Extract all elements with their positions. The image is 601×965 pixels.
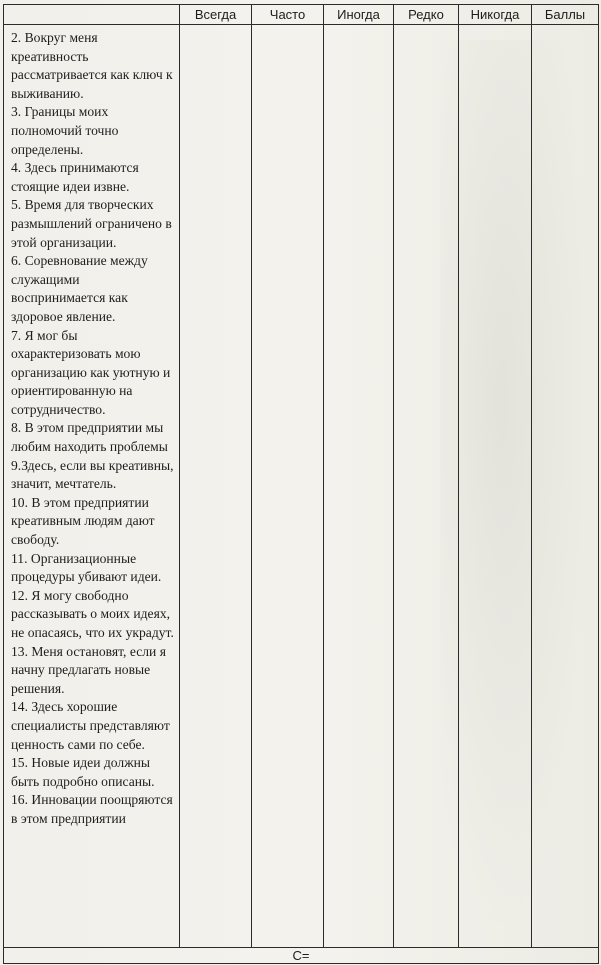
header-often: Часто bbox=[252, 5, 324, 25]
statement-item: 4. Здесь принимаются стоящие идеи извне. bbox=[11, 160, 139, 194]
statement-item: 14. Здесь хорошие специалисты представляют ценность сами по себе. bbox=[11, 699, 170, 752]
sum-label: С= bbox=[4, 948, 599, 964]
questionnaire-table bbox=[3, 4, 599, 964]
answer-column-rarely[interactable] bbox=[394, 25, 459, 948]
answer-column-never[interactable] bbox=[459, 25, 532, 948]
statement-item: 13. Меня остановят, если я начну предлагать новые решения. bbox=[11, 643, 166, 696]
header-rarely: Редко bbox=[394, 5, 459, 25]
header-never: Никогда bbox=[459, 5, 532, 25]
statement-list bbox=[4, 25, 179, 829]
statement-item: 16. Инновации поощряются в этом предприятии bbox=[11, 792, 173, 826]
header-row bbox=[4, 5, 599, 25]
answer-column-sometimes[interactable] bbox=[324, 25, 394, 948]
answer-column-always[interactable] bbox=[180, 25, 252, 948]
statement-item: 11. Организационные процедуры убивают идеи. bbox=[11, 550, 162, 585]
points-column[interactable] bbox=[532, 25, 599, 948]
statement-item: 3. Границы моих полномочий точно определены. bbox=[11, 104, 119, 157]
statement-item: 5. Время для творческих размышлений ограничено в этой организации. bbox=[11, 197, 172, 250]
statement-item: 2. Вокруг меня креативность рассматривается как ключ к выживанию. bbox=[11, 30, 173, 101]
statement-item: 6. Соревнование между служащими воспринимается как здоровое явление. bbox=[11, 253, 148, 324]
statement-item: 15. Новые идеи должны быть подробно описаны. bbox=[11, 755, 155, 789]
statement-item: 7. Я мог бы охарактеризовать мою организацию как уютную и ориентированную на сотрудничество. bbox=[11, 327, 171, 417]
answer-column-often[interactable] bbox=[252, 25, 324, 948]
statement-item: 10. В этом предприятии креативным людям дают свободу. bbox=[11, 494, 155, 548]
header-sometimes: Иногда bbox=[324, 5, 394, 25]
statements-cell bbox=[4, 25, 180, 948]
sum-row bbox=[4, 948, 599, 964]
statement-item: 9.Здесь, если вы креативны, значит, мечтатель. bbox=[11, 457, 174, 492]
header-statement bbox=[4, 5, 180, 25]
header-points: Баллы bbox=[532, 5, 599, 25]
header-always: Всегда bbox=[180, 5, 252, 25]
statement-item: 8. В этом предприятии мы любим находить проблемы bbox=[11, 420, 168, 455]
statement-item: 12. Я могу свободно рассказывать о моих идеях, не опасаясь, что их украдут. bbox=[11, 587, 174, 640]
items-row bbox=[4, 25, 599, 948]
